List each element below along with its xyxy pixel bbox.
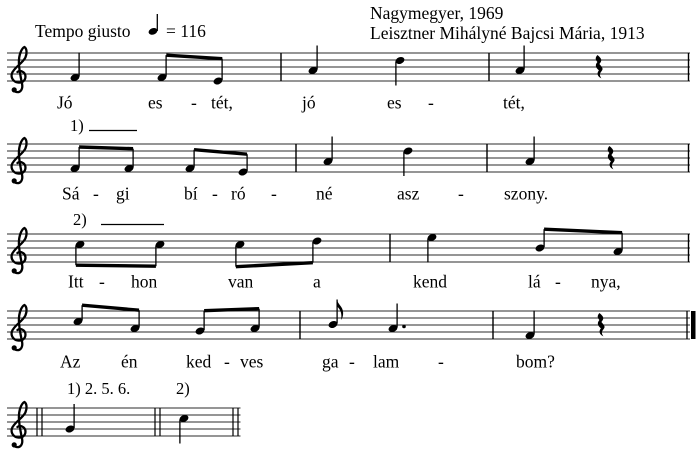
treble-clef-icon	[12, 228, 27, 273]
lyric-syllable: es	[387, 92, 402, 113]
lyric-syllable: -	[191, 92, 197, 113]
beam	[76, 264, 156, 268]
lyric-syllable: es	[148, 92, 163, 113]
lyric-syllable: én	[121, 351, 138, 372]
tempo-label: Tempo giusto	[35, 21, 131, 41]
lyric-syllable: -	[271, 183, 277, 204]
lyric-syllable: nya,	[591, 271, 621, 292]
lyric-syllable: Az	[60, 351, 81, 372]
treble-clef-icon	[12, 402, 27, 447]
staff-line-1	[7, 46, 690, 113]
treble-clef-icon	[12, 47, 27, 92]
volta-annotation: 2)	[73, 210, 87, 229]
lyric-syllable: jó	[302, 92, 316, 113]
lyric-syllable: asz	[397, 183, 420, 204]
staff-line-4	[7, 300, 696, 372]
beam	[166, 54, 222, 61]
lyric-syllable: tét,	[503, 92, 525, 113]
lyric-syllable: hon	[131, 271, 158, 292]
lyric-syllable: -	[99, 271, 105, 292]
lyric-syllable: ked	[186, 351, 212, 372]
lyric-syllable: Sá	[62, 183, 80, 204]
volta-annotation: 1)	[70, 116, 84, 135]
lyric-syllable: kend	[413, 271, 448, 292]
quarter-rest	[598, 313, 605, 336]
treble-clef-ball	[12, 268, 17, 273]
lyric-syllable: -	[224, 351, 230, 372]
volta-annotation: 2)	[176, 379, 190, 398]
lyric-syllable: -	[428, 92, 434, 113]
lyric-syllable: -	[555, 271, 561, 292]
lyric-syllable: tét,	[211, 92, 233, 113]
volta-annotation: 1) 2. 5. 6.	[67, 379, 131, 398]
lyric-syllable: lá	[528, 271, 541, 292]
treble-clef-ball	[12, 87, 17, 92]
lyric-syllable: bí	[184, 183, 198, 204]
lyric-syllable: bom?	[516, 351, 555, 372]
collection-place-date: Nagymegyer, 1969	[370, 3, 504, 23]
lyric-syllable: Jó	[57, 92, 73, 113]
beam	[204, 307, 259, 312]
lyric-syllable: -	[212, 183, 218, 204]
augmentation-dot	[402, 325, 406, 329]
eighth-flag	[337, 300, 343, 321]
staff-line-2	[7, 116, 690, 204]
lyric-syllable: a	[313, 271, 321, 292]
quarter-rest	[596, 55, 603, 78]
staff-line-3	[7, 210, 690, 292]
tempo-value: = 116	[166, 21, 206, 41]
treble-clef-icon	[12, 305, 27, 350]
beam	[194, 148, 247, 156]
lyric-syllable: ga	[322, 351, 339, 372]
lyric-syllable: -	[458, 183, 464, 204]
treble-clef-icon	[12, 138, 27, 183]
treble-clef-ball	[12, 178, 17, 183]
lyric-syllable: ves	[240, 351, 264, 372]
lyric-syllable: Itt	[68, 271, 84, 292]
lyric-syllable: ró	[231, 183, 246, 204]
treble-clef-ball	[12, 345, 17, 350]
informant-name: Leisztner Mihályné Bajcsi Mária, 1913	[370, 23, 645, 43]
lyric-syllable: -	[438, 351, 444, 372]
lyric-syllable: gi	[116, 183, 130, 204]
staff-line-5	[7, 379, 241, 448]
lyric-syllable: -	[93, 183, 99, 204]
lyric-syllable: van	[228, 271, 254, 292]
final-barline-thick	[691, 311, 696, 339]
lyric-syllable: -	[349, 351, 355, 372]
treble-clef-ball	[12, 442, 17, 447]
lyric-syllable: szony.	[504, 183, 549, 204]
beam	[544, 228, 622, 235]
lyric-syllable: lam	[373, 351, 400, 372]
beam	[79, 145, 133, 150]
lyric-syllable: né	[316, 183, 333, 204]
quarter-rest	[608, 146, 615, 169]
